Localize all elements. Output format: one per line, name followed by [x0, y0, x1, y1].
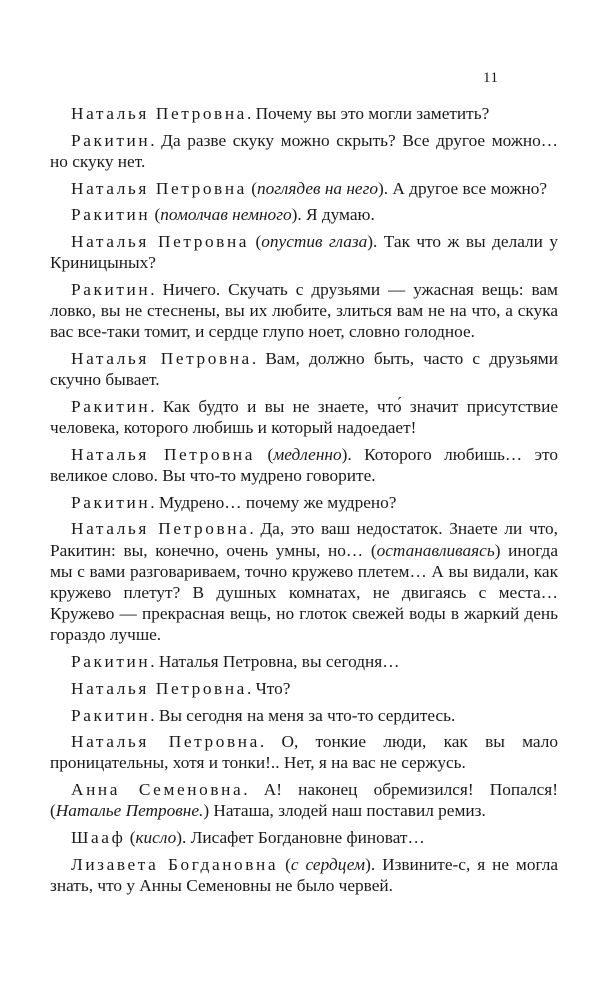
dialogue-line — [50, 130, 558, 172]
speaker-name: Ракитин — [71, 279, 151, 299]
dialogue-line — [50, 231, 558, 273]
speaker-name: Наталья Петровна — [71, 178, 247, 198]
paren-open: ( — [255, 444, 274, 464]
speech-text: ). Я думаю. — [291, 205, 375, 225]
dialogue-line — [50, 348, 558, 390]
speaker-name: Наталья Петровна — [71, 519, 250, 539]
speech-text: . Вам, должно быть, часто с друзьями скучно бывает. — [50, 349, 558, 390]
dialogue-line — [50, 103, 558, 124]
dialogue-line — [50, 651, 558, 672]
paren-open: ( — [249, 232, 262, 252]
speaker-name: Ракитин — [71, 705, 151, 725]
speaker-name: Наталья Петровна — [71, 349, 252, 369]
dialogue-line — [50, 518, 558, 645]
dialogue-line — [50, 279, 558, 343]
speech-text: ) Наташа, злодей наш поставил ремиз. — [203, 801, 486, 821]
speech-text: ) иногда мы с вами разговариваем, точно кружево плетем… А вы видали, как кружево плетут? В душных комнатах, не двигаясь с места… Кружево — прекрасная вещь, но глоток свежей воды в жаркий день гораздо лучше. — [50, 540, 558, 645]
speech-text: ). Извините-с, я не могла знать, что у Анны Семеновны не было червей. — [50, 854, 559, 895]
dialogue-line — [50, 204, 558, 225]
speech-text: . Ничего. Скучать с друзьями — ужасная вещь: вам ловко, вы не стеснены, вы их любите, злиться вам не на что, а скука вас все-таки томит, и сердце глупо ноет, словно голодное. — [50, 279, 558, 342]
stage-direction: медленно — [273, 444, 342, 464]
stage-direction: Наталье Петровне. — [55, 801, 204, 821]
speaker-name: Шааф — [71, 828, 126, 848]
paren-open: ( — [150, 205, 161, 225]
speaker-name: Наталья Петровна — [71, 232, 250, 252]
dialogue-line — [50, 396, 558, 438]
speech-text: . Наталья Петровна, вы сегодня… — [150, 652, 400, 672]
stage-direction: останавливаясь — [376, 540, 495, 560]
dialogue-line — [50, 854, 558, 896]
speech-text: ). Которого любишь… это великое слово. Вы что-то мудрено говорите. — [50, 444, 558, 486]
dialogue-line — [50, 444, 558, 486]
speaker-name: Наталья Петровна — [71, 104, 247, 123]
stage-direction: помолчав немного — [160, 205, 292, 225]
speech-text: . Как будто и вы не знаете, что́ значит присутствие человека, которого любишь и который надоедает! — [50, 396, 558, 438]
stage-direction: кисло — [135, 828, 177, 848]
dialogue-line — [50, 731, 558, 773]
dialogue-line — [50, 779, 558, 821]
speech-text: . А! наконец обремизился! Попался! ( — [50, 780, 558, 821]
dialogue-line — [50, 678, 558, 699]
paren-open: ( — [278, 854, 291, 874]
stage-direction: поглядев на него — [257, 178, 378, 198]
speech-text: ). Так что ж вы делали у Криницыных? — [50, 232, 558, 273]
speech-text: . Да разве скуку можно скрыть? Все другое можно… но скуку нет. — [50, 130, 558, 171]
paren-open: ( — [246, 178, 258, 198]
speaker-name: Ракитин — [71, 396, 151, 416]
speaker-name: Ракитин — [71, 492, 151, 512]
speech-text: . Почему вы это могли заметить? — [246, 104, 490, 123]
speaker-name: Ракитин — [71, 205, 151, 225]
speech-text: . О, тонкие люди, как вы мало проницательны, хотя и тонки!.. Нет, я на вас не сержусь. — [50, 732, 559, 773]
speaker-name: Ракитин — [71, 652, 151, 672]
speech-text: . Что? — [246, 678, 291, 698]
play-text — [50, 103, 558, 902]
speaker-name: Наталья Петровна — [71, 732, 260, 752]
dialogue-line — [50, 178, 558, 199]
dialogue-line — [50, 827, 558, 848]
dialogue-line — [50, 705, 558, 726]
speaker-name: Анна Семеновна — [71, 780, 244, 800]
speaker-name: Лизавета Богдановна — [71, 854, 279, 874]
stage-direction: опустив глаза — [261, 232, 368, 252]
page-number: 11 — [483, 70, 499, 86]
speaker-name: Наталья Петровна — [71, 444, 256, 464]
speech-text: ). А другое все можно? — [377, 178, 548, 198]
speech-text: ). Лисафет Богдановне финоват… — [176, 828, 425, 848]
speaker-name: Наталья Петровна — [71, 678, 247, 698]
paren-open: ( — [125, 828, 136, 848]
speech-text: . Мудрено… почему же мудрено? — [150, 492, 397, 512]
dialogue-line — [50, 492, 558, 513]
speech-text: . Да, это ваш недостаток. Знаете ли что, Ракитин: вы, конечно, очень умны, но… ( — [50, 519, 559, 560]
stage-direction: с сердцем — [290, 854, 366, 874]
speech-text: . Вы сегодня на меня за что-то сердитесь. — [150, 705, 456, 725]
speaker-name: Ракитин — [71, 130, 151, 150]
